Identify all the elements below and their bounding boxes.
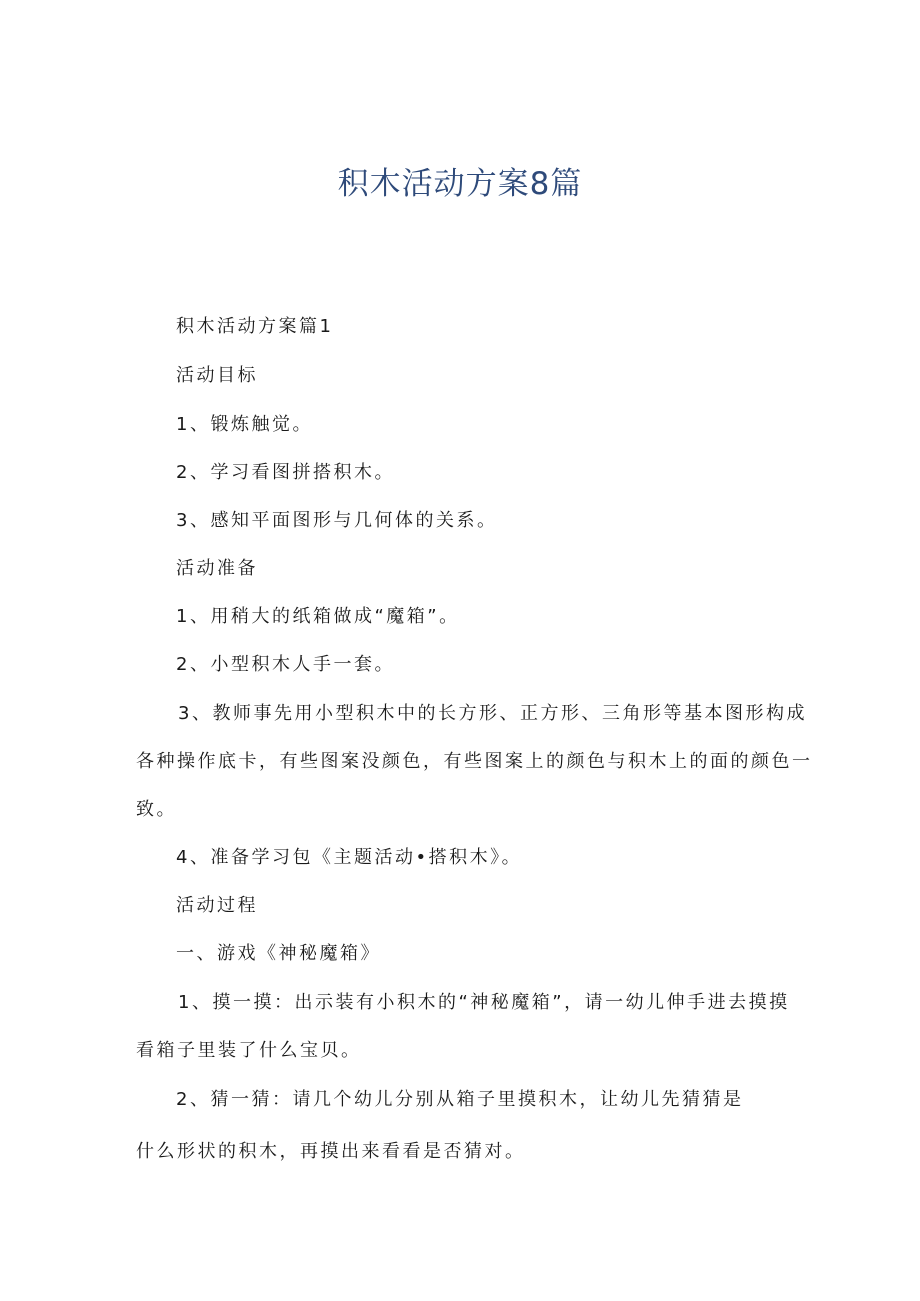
process-item: 2、猜一猜：请几个幼儿分别从箱子里摸积木，让幼儿先猜猜是 <box>176 1089 744 1110</box>
document-title: 积木活动方案8篇 <box>337 166 583 202</box>
subheading-preparation: 活动准备 <box>176 558 258 579</box>
goal-item: 3、感知平面图形与几何体的关系。 <box>176 510 498 531</box>
subheading-process: 活动过程 <box>176 895 258 916</box>
preparation-item: 1、用稍大的纸箱做成“魔箱”。 <box>176 606 460 627</box>
process-item-continued: 什么形状的积木，再摸出来看看是否猜对。 <box>136 1141 526 1162</box>
goal-item: 1、锻炼触觉。 <box>176 414 313 435</box>
process-item: 1、摸一摸：出示装有小积木的“神秘魔箱”，请一幼儿伸手进去摸摸 <box>178 992 790 1013</box>
process-item-continued: 看箱子里装了什么宝贝。 <box>136 1040 362 1061</box>
goal-item: 2、学习看图拼搭积木。 <box>176 462 395 483</box>
preparation-item: 3、教师事先用小型积木中的长方形、正方形、三角形等基本图形构成 <box>178 703 807 724</box>
section-heading: 积木活动方案篇1 <box>176 316 334 337</box>
preparation-item-continued: 致。 <box>136 799 177 820</box>
preparation-item: 2、小型积木人手一套。 <box>176 654 395 675</box>
preparation-item-continued: 各种操作底卡，有些图案没颜色，有些图案上的颜色与积木上的面的颜色一 <box>136 751 813 772</box>
process-step-heading: 一、游戏《神秘魔箱》 <box>176 943 381 964</box>
preparation-item: 4、准备学习包《主题活动•搭积木》。 <box>176 847 523 868</box>
subheading-goals: 活动目标 <box>176 365 258 386</box>
